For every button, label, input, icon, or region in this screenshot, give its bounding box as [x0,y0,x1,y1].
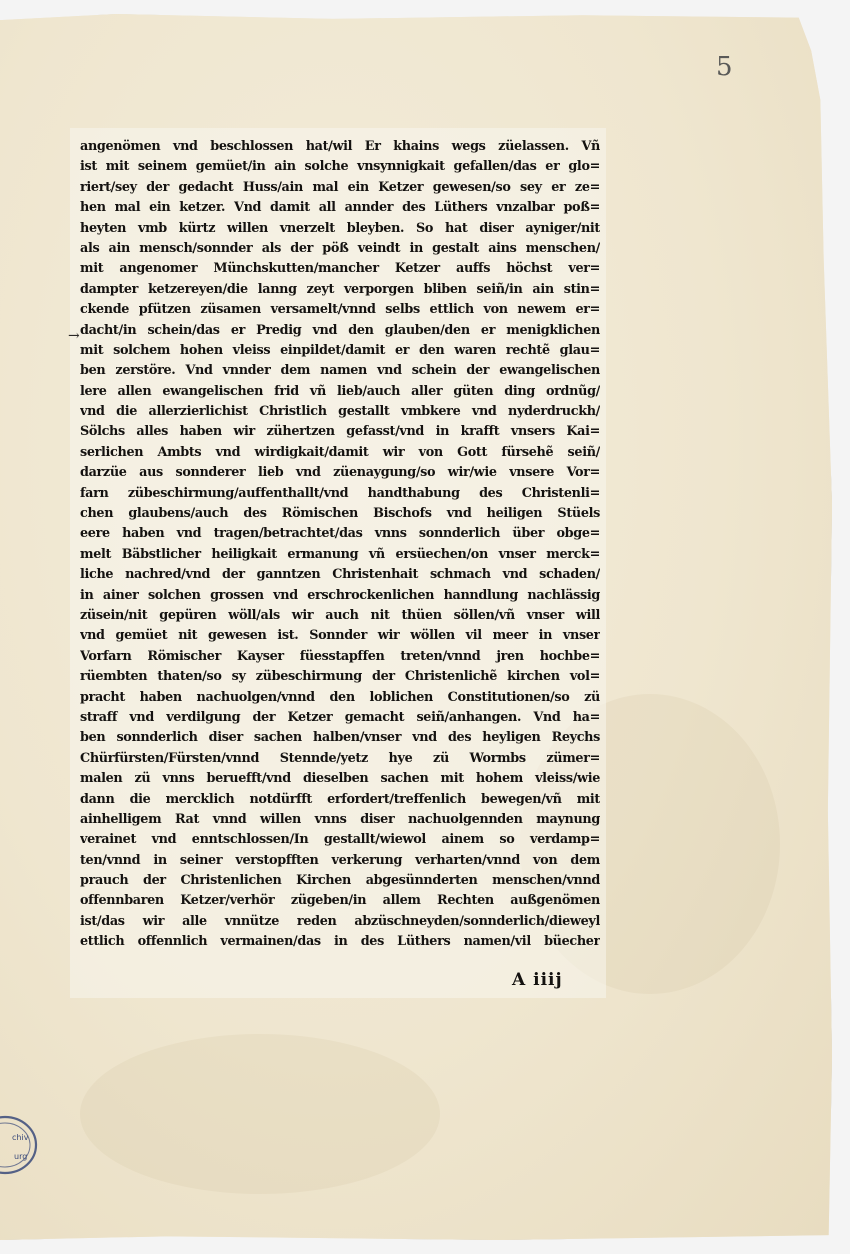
text-line: verainet vnd enntschlossen/In gestallt/wiewol ainem so verdamp= [80,832,600,848]
text-line: rüembten thaten/so sy zübeschirmung der Christenlichẽ kirchen vol= [80,669,600,685]
text-line: melt Bäbstlicher heiligkait ermanung vñ ersüechen/on vnser merck= [80,546,600,562]
text-line: vnd gemüet nit gewesen ist. Sonnder wir wöllen vil meer in vnser [80,628,600,644]
text-line: ainhelligem Rat vnnd willen vnns diser nachuolgennden maynung [80,811,600,827]
text-line: darzüe aus sonnderer lieb vnd züenaygung/so wir/wie vnsere Vor= [80,465,600,481]
archive-stamp [0,1114,38,1176]
text-line: chen glaubens/auch des Römischen Bischofs vnd heiligen Stüels [80,506,600,522]
text-line: Vorfarn Römischer Kayser füesstapffen treten/vnnd jren hochbe= [80,648,600,664]
text-line: ist mit seinem gemüet/in ain solche vnsynnigkait gefallen/das er glo= [80,159,600,175]
text-line: mit angenomer Münchskutten/mancher Ketzer auffs höchst ver= [80,261,600,277]
text-line: lere allen ewangelischen frid vñ lieb/auch aller güten ding ordnũg/ [80,383,600,399]
text-line: malen zü vnns beruefft/vnd dieselben sachen mit hohem vleiss/wie [80,771,600,787]
text-line: liche nachred/vnd der ganntzen Christenhait schmach vnd schaden/ [80,567,600,583]
paper-stain [80,1034,440,1194]
text-line: dampter ketzereyen/die lanng zeyt verporgen bliben seiñ/in ain stin= [80,281,600,297]
text-line: eere haben vnd tragen/betrachtet/das vnns sonnderlich über obge= [80,526,600,542]
handwritten-page-number: 5 [716,52,733,82]
text-line: vnd die allerzierlichist Christlich gestallt vmbkere vnd nyderdruckh/ [80,404,600,420]
stamp-line2: urg [14,1152,28,1161]
text-line: ettlich offennlich vermainen/das in des Lüthers namen/vil büecher [80,934,600,950]
text-line: farn zübeschirmung/auffenthallt/vnd handthabung des Christenli= [80,485,600,501]
text-line: Chürfürsten/Fürsten/vnnd Stennde/yetz hye zü Wormbs zümer= [80,750,600,766]
text-line: ist/das wir alle vnnütze reden abzüschneyden/sonnderlich/dieweyl [80,913,600,929]
text-line: ben sonnderlich diser sachen halben/vnser vnd des heyligen Reychs [80,730,600,746]
archive-stamp-icon [0,1114,38,1176]
text-line: straff vnd verdilgung der Ketzer gemacht seiñ/anhangen. Vnd ha= [80,709,600,725]
text-line: prauch der Christenlichen Kirchen abgesünnderten menschen/vnnd [80,873,600,889]
text-line: züsein/nit gepüren wöll/als wir auch nit thüen söllen/vñ vnser will [80,607,600,623]
printed-text-block [80,137,600,953]
text-line: in ainer solchen grossen vnd erschrockenlichen hanndlung nachlässig [80,587,600,603]
text-line: serlichen Ambts vnd wirdigkait/damit wir von Gott fürsehẽ seiñ/ [80,444,600,460]
text-line: angenömen vnd beschlossen hat/wil Er khains wegs züelassen. Vñ [80,139,600,154]
text-line: offennbaren Ketzer/verhör zügeben/in allem Rechten außgenömen [80,893,600,909]
text-line: pracht haben nachuolgen/vnnd den loblichen Constitutionen/so zü [80,689,600,705]
text-line: Sölchs alles haben wir zühertzen gefasst/vnd in krafft vnsers Kai= [80,424,600,440]
text-line: mit solchem hohen vleiss einpildet/damit er den waren rechtẽ glau= [80,342,600,358]
text-line: ten/vnnd in seiner verstopfften verkerung verharten/vnnd von dem [80,852,600,868]
text-line: riert/sey der gedacht Huss/ain mal ein Ketzer gewesen/so sey er ze= [80,179,600,195]
text-line: ben zerstöre. Vnd vnnder dem namen vnd schein der ewangelischen [80,363,600,379]
signature-mark: A iiij [512,970,563,990]
text-line: heyten vmb kürtz willen vnerzelt bleyben. So hat diser ayniger/nit [80,220,600,236]
margin-mark: → [68,328,80,344]
text-line: dacht/in schein/das er Predig vnd den glauben/den er menigklichen [80,322,600,338]
stamp-line1: chiv [12,1133,29,1142]
text-line: hen mal ein ketzer. Vnd damit all annder des Lüthers vnzalbar poß= [80,200,600,216]
text-line: ckende pfützen züsamen versamelt/vnnd selbs ettlich von newem er= [80,302,600,318]
text-line: als ain mensch/sonnder als der pöß veindt in gestalt ains menschen/ [80,240,600,256]
text-line: dann die mercklich notdürfft erfordert/treffenlich bewegen/vñ mit [80,791,600,807]
